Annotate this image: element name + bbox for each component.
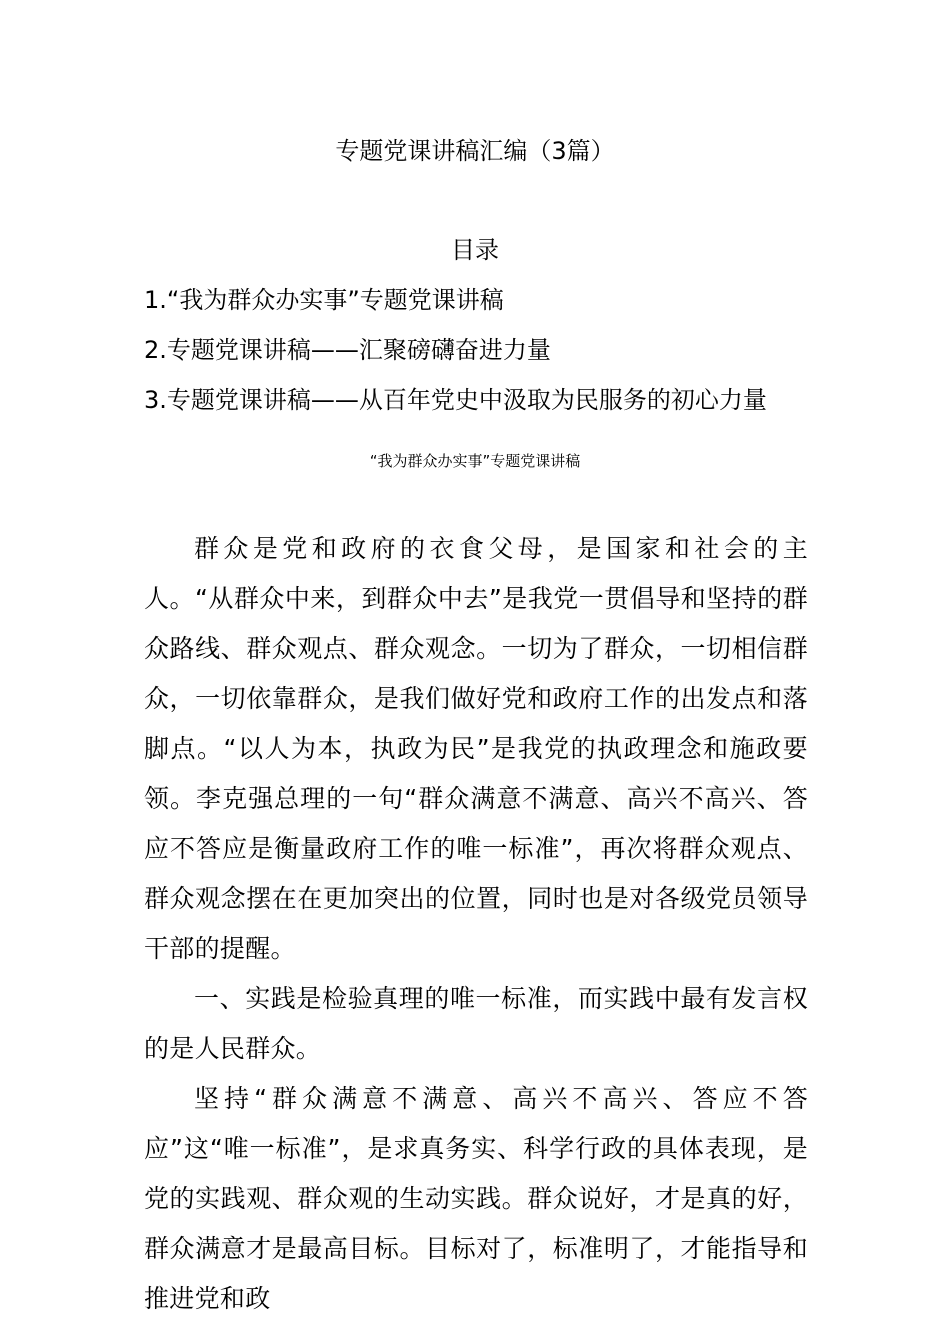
body-paragraph-1: 群众是党和政府的衣食父母，是国家和社会的主人。“从群众中来，到群众中去”是我党一贯倡导和坚持的群众路线、群众观点、群众观念。一切为了群众，一切相信群众，一切依靠群众，是我们做好党和政府工作的出发点和落脚点。“以人为本，执政为民”是我党的执政理念和施政要领。李克强总理的一句“群众满意不满意、高兴不高兴、答应不答应是衡量政府工作的唯一标准”，再次将群众观点、群众观念摆在在更加突出的位置，同时也是对各级党员领导干部的提醒。 xyxy=(144,534,808,963)
document-title: 专题党课讲稿汇编（3篇） xyxy=(335,137,615,165)
body-paragraph-3: 坚持“群众满意不满意、高兴不高兴、答应不答应”这“唯一标准”，是求真务实、科学行政的具体表现，是党的实践观、群众观的生动实践。群众说好，才是真的好，群众满意才是最高目标。目标对了，标准明了，才能指导和推进党和政 xyxy=(144,1084,808,1313)
article-title: “我为群众办实事”专题党课讲稿 xyxy=(369,452,581,470)
article-body xyxy=(144,524,808,1324)
body-paragraph-2: 一、实践是检验真理的唯一标准，而实践中最有发言权的是人民群众。 xyxy=(144,984,808,1063)
toc-heading: 目录 xyxy=(451,236,499,264)
toc-item-3: 3.专题党课讲稿——从百年党史中汲取为民服务的初心力量 xyxy=(144,386,767,414)
toc-item-2: 2.专题党课讲稿——汇聚磅礴奋进力量 xyxy=(144,336,551,364)
toc-item-1: 1.“我为群众办实事”专题党课讲稿 xyxy=(144,286,504,314)
